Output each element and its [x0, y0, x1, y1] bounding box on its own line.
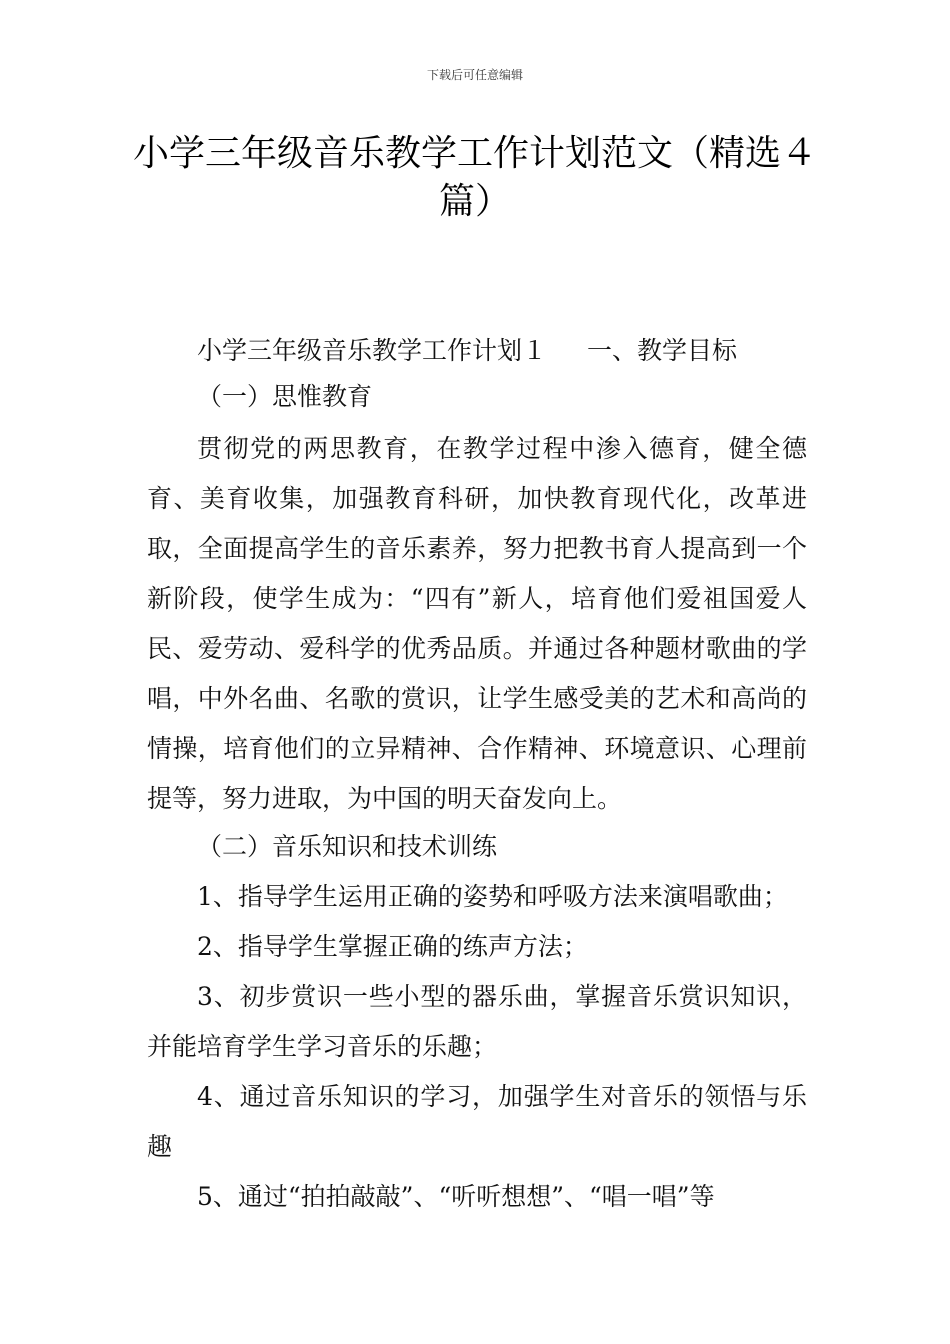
list-item-5: 5、通过“拍拍敲敲”、“听听想想”、“唱一唱”等 — [197, 1182, 715, 1211]
page-title: 小学三年级音乐教学工作计划范文（精选４篇） — [132, 133, 817, 222]
section-title: 小学三年级音乐教学工作计划１ — [197, 336, 548, 365]
subheading-1: （一）思惟教育 — [197, 382, 373, 411]
section-heading — [147, 330, 807, 372]
list-item-1: 1、指导学生运用正确的姿势和呼吸方法来演唱歌曲； — [197, 882, 788, 911]
list-item-4: 4、通过音乐知识的学习，加强学生对音乐的领悟与乐趣 — [147, 1082, 807, 1161]
list-item-2: 2、指导学生掌握正确的练声方法； — [197, 932, 588, 961]
subheading-2: （二）音乐知识和技术训练 — [197, 832, 498, 861]
header-note: 下载后可任意编辑 — [426, 68, 523, 82]
section-goal: 一、教学目标 — [587, 336, 738, 365]
document-body — [147, 330, 807, 1222]
list-item-3: 3、初步赏识一些小型的器乐曲，掌握音乐赏识知识，并能培育学生学习音乐的乐趣； — [147, 982, 807, 1061]
paragraph-1: 贯彻党的两思教育，在教学过程中渗入德育，健全德育、美育收集，加强教育科研，加快教育现代化，改革进取，全面提高学生的音乐素养，努力把教书育人提高到一个新阶段，使学生成为：“四有”新人，培育他们爱祖国爱人民、爱劳动、爱科学的优秀品质。并通过各种题材歌曲的学唱，中外名曲、名歌的赏识，让学生感受美的艺术和高尚的情操，培育他们的立异精神、合作精神、环境意识、心理前提等，努力进取，为中国的明天奋发向上。 — [147, 434, 807, 813]
